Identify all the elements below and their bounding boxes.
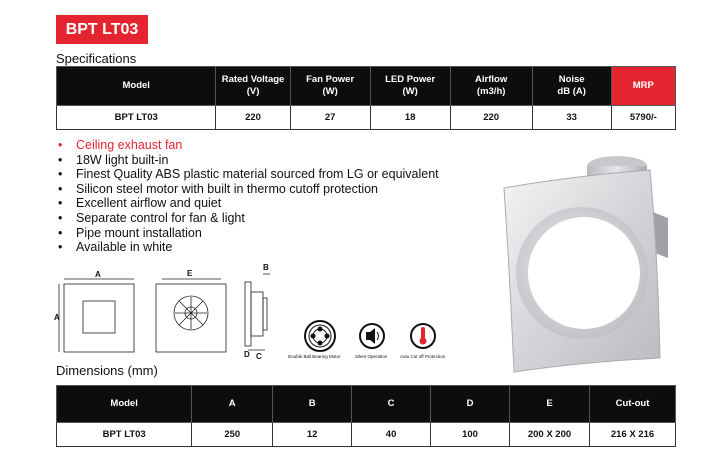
spec-header-airflow: Airflow (m3/h) bbox=[450, 67, 532, 106]
dim-label-d: D bbox=[244, 350, 250, 359]
spec-cell-fan-power: 27 bbox=[290, 106, 370, 130]
dim-label-a-side: A bbox=[54, 313, 60, 322]
dim-cell-b: 12 bbox=[273, 423, 352, 447]
feature-item: • Silicon steel motor with built in thermo cutoff protection bbox=[56, 182, 439, 197]
dimensions-label: Dimensions (mm) bbox=[56, 363, 158, 378]
dim-cell-cutout: 216 X 216 bbox=[589, 423, 675, 447]
thermo-cutoff-icon bbox=[411, 324, 435, 348]
fan-internal-drawing bbox=[156, 279, 226, 352]
spec-cell-mrp: 5790/- bbox=[611, 106, 675, 130]
ball-bearing-icon bbox=[305, 321, 335, 351]
dimension-drawings bbox=[50, 262, 280, 367]
spec-cell-rated-voltage: 220 bbox=[216, 106, 290, 130]
spec-header-mrp: MRP bbox=[611, 67, 675, 106]
spec-header-fan-power: Fan Power (W) bbox=[290, 67, 370, 106]
specifications-label: Specifications bbox=[56, 51, 137, 66]
dim-cell-model: BPT LT03 bbox=[57, 423, 192, 447]
spec-header-rated-voltage: Rated Voltage (V) bbox=[216, 67, 290, 106]
spec-cell-airflow: 220 bbox=[450, 106, 532, 130]
badge-caption-silent: Silent Operation bbox=[355, 354, 388, 359]
dim-label-c: C bbox=[256, 352, 262, 361]
spec-header-led-power: LED Power (W) bbox=[370, 67, 450, 106]
feature-item: • Separate control for fan & light bbox=[56, 211, 439, 226]
feature-item: • Excellent airflow and quiet bbox=[56, 196, 439, 211]
front-view-drawing bbox=[59, 279, 134, 352]
specifications-table bbox=[56, 66, 676, 130]
spec-cell-led-power: 18 bbox=[370, 106, 450, 130]
dim-header-cutout: Cut-out bbox=[589, 386, 675, 423]
dim-header-c: C bbox=[352, 386, 431, 423]
dim-label-e: E bbox=[187, 269, 193, 278]
side-view-drawing bbox=[245, 274, 270, 350]
dim-header-b: B bbox=[273, 386, 352, 423]
spec-cell-model: BPT LT03 bbox=[57, 106, 216, 130]
dim-cell-a: 250 bbox=[192, 423, 273, 447]
spec-cell-noise: 33 bbox=[532, 106, 611, 130]
dim-cell-c: 40 bbox=[352, 423, 431, 447]
dim-label-b: B bbox=[263, 263, 269, 272]
spec-header-model: Model bbox=[57, 67, 216, 106]
feature-list bbox=[56, 138, 439, 255]
dim-cell-e: 200 X 200 bbox=[510, 423, 590, 447]
dimensions-header-row bbox=[57, 386, 676, 423]
feature-item: • Pipe mount installation bbox=[56, 226, 439, 241]
dim-header-a: A bbox=[192, 386, 273, 423]
spec-header-noise: Noise dB (A) bbox=[532, 67, 611, 106]
product-image bbox=[492, 148, 682, 378]
dimensions-data-row bbox=[57, 423, 676, 447]
specifications-header-row bbox=[57, 67, 676, 106]
dim-header-e: E bbox=[510, 386, 590, 423]
badge-caption-ball-bearing: Double Ball Bearing Motor bbox=[288, 354, 341, 359]
feature-badges bbox=[282, 318, 452, 363]
feature-item: • Finest Quality ABS plastic material sourced from LG or equivalent bbox=[56, 167, 439, 182]
badge-caption-thermo: Auto Cut off Protection bbox=[400, 354, 446, 359]
feature-item: • Ceiling exhaust fan bbox=[56, 138, 439, 153]
dim-header-model: Model bbox=[57, 386, 192, 423]
silent-operation-icon bbox=[360, 324, 384, 348]
dim-header-d: D bbox=[431, 386, 510, 423]
specifications-data-row bbox=[57, 106, 676, 130]
product-code-badge: BPT LT03 bbox=[56, 15, 148, 44]
feature-item: • Available in white bbox=[56, 240, 439, 255]
dim-cell-d: 100 bbox=[431, 423, 510, 447]
dimensions-table bbox=[56, 385, 676, 447]
dim-label-a-top: A bbox=[95, 270, 101, 279]
feature-item: • 18W light built-in bbox=[56, 153, 439, 168]
